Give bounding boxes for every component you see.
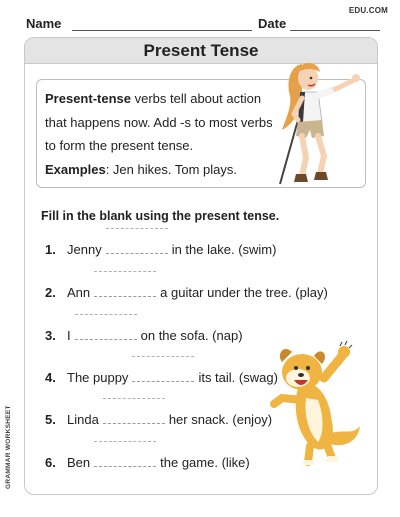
examples-label: Examples: [45, 161, 106, 177]
info-text: [45, 87, 285, 181]
info-line-4: [45, 158, 285, 182]
question-number: 6.: [45, 455, 56, 470]
question-before: I: [67, 328, 71, 343]
info-line-3: to form the present tense.: [45, 138, 194, 153]
question-before: Ann: [67, 285, 91, 300]
answer-blank[interactable]: [132, 372, 194, 382]
question-after: its tail. (swag): [198, 370, 278, 385]
instruction: Fill in the blank using the present tense.: [41, 209, 280, 223]
question-number: 4.: [45, 370, 56, 385]
side-label: GRAMMAR WORKSHEET: [5, 405, 12, 489]
question-after: a guitar under the tree. (play): [160, 285, 328, 300]
answer-blank[interactable]: [94, 457, 156, 467]
cartoon-dog-illustration-icon: [268, 338, 364, 466]
date-line: [290, 30, 380, 31]
info-line-1: [45, 87, 285, 111]
brand-logo: EDU.COM: [348, 6, 388, 15]
question-before: Linda: [67, 412, 99, 427]
date-label: Date: [258, 16, 287, 31]
answer-blank[interactable]: [75, 330, 137, 340]
page-title: Present Tense: [143, 41, 259, 60]
question-number: 3.: [45, 328, 56, 343]
question-3: [45, 328, 243, 348]
answer-blank[interactable]: [103, 414, 165, 424]
question-number: 1.: [45, 242, 56, 257]
hiking-girl-illustration-icon: [272, 58, 364, 188]
question-after: the game. (like): [160, 455, 250, 470]
question-after: her snack. (enjoy): [168, 412, 273, 427]
question-before: Ben: [67, 455, 91, 470]
question-4: [45, 370, 278, 390]
question-after: on the sofa. (nap): [140, 328, 243, 343]
question-number: 2.: [45, 285, 56, 300]
question-2: [45, 285, 328, 305]
name-line: [72, 30, 252, 31]
examples-text: : Jen hikes. Tom plays.: [105, 161, 237, 177]
answer-blank[interactable]: [94, 287, 156, 297]
question-5: [45, 412, 272, 432]
question-before: The puppy: [67, 370, 129, 385]
answer-blank[interactable]: [106, 244, 168, 254]
info-term: Present-tense: [45, 91, 131, 106]
question-after: in the lake. (swim): [171, 242, 277, 257]
question-number: 5.: [45, 412, 56, 427]
info-line-1-rest: verbs tell about action: [130, 91, 262, 106]
name-label: Name: [26, 16, 62, 31]
question-1: [45, 242, 276, 262]
question-6: [45, 455, 250, 475]
question-before: Jenny: [67, 242, 102, 257]
info-line-2: that happens now. Add -s to most verbs: [45, 114, 273, 130]
